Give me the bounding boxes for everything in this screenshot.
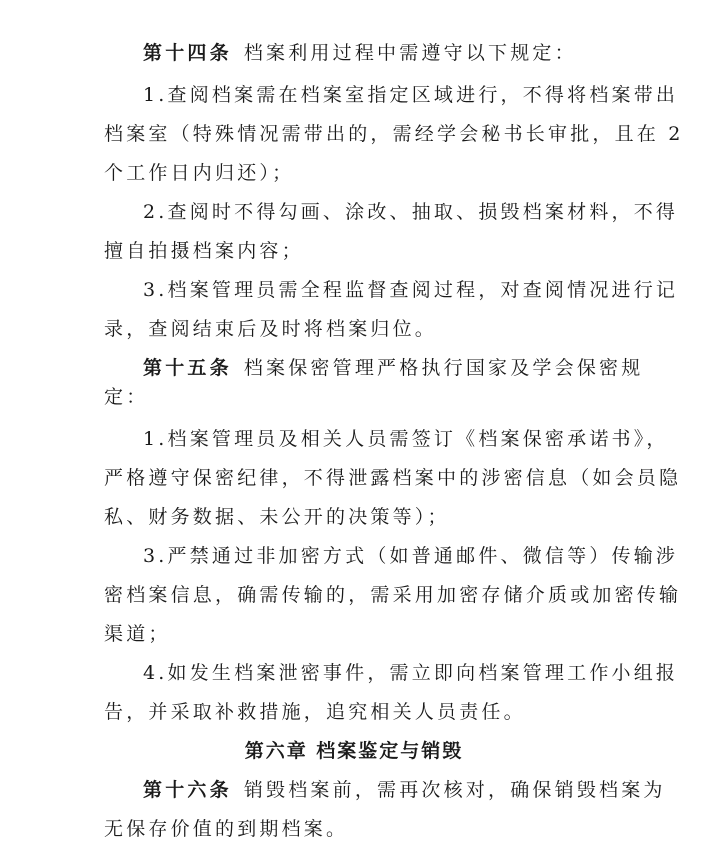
article-14-first-line	[143, 41, 604, 65]
article-16-heading: 第十六条	[143, 779, 232, 801]
article-15-heading: 第十五条	[143, 357, 232, 379]
article-15-item-1-line-3: 私、财务数据、未公开的决策等）；	[104, 506, 450, 528]
article-15-item-1-line-1: 1.档案管理员及相关人员需签订《档案保密承诺书》，	[143, 428, 669, 450]
article-14-item-1-line-2: 档案室（特殊情况需带出的，需经学会秘书长审批，且在 2	[104, 123, 684, 145]
chapter-6-title: 第六章 档案鉴定与销毁	[244, 740, 464, 762]
article-14-intro: 档案利用过程中需遵守以下规定：	[243, 42, 577, 64]
article-14-item-2-line-1: 2.查阅时不得勾画、涂改、抽取、损毁档案材料，不得	[143, 201, 679, 223]
article-15-item-3-line-1: 3.严禁通过非加密方式（如普通邮件、微信等）传输涉	[143, 545, 679, 567]
article-15-intro-line-1: 档案保密管理严格执行国家及学会保密规	[243, 357, 644, 379]
article-14-item-2-line-2: 擅自拍摄档案内容；	[104, 240, 304, 262]
article-14-item-1-line-3: 个工作日内归还）；	[104, 162, 295, 184]
article-14-heading: 第十四条	[143, 42, 232, 64]
article-14-item-3-line-2: 录，查阅结束后及时将档案归位。	[104, 318, 438, 340]
article-15-item-4-line-1: 4.如发生档案泄密事件，需立即向档案管理工作小组报	[143, 662, 679, 684]
article-16-first-line	[143, 778, 666, 802]
article-14-item-1-line-1: 1.查阅档案需在档案室指定区域进行，不得将档案带出	[143, 84, 679, 106]
article-15-item-1-line-2: 严格遵守保密纪律，不得泄露档案中的涉密信息（如会员隐	[104, 467, 682, 489]
article-15-item-3-line-2: 密档案信息，确需传输的，需采用加密存储介质或加密传输	[104, 584, 682, 606]
article-15-first-line	[143, 356, 644, 380]
article-15-item-4-line-2: 告，并采取补救措施，追究相关人员责任。	[104, 701, 526, 723]
article-16-line-2: 无保存价值的到期档案。	[104, 818, 349, 840]
article-15-item-3-line-3: 渠道；	[104, 623, 171, 645]
article-14-item-3-line-1: 3.档案管理员需全程监督查阅过程，对查阅情况进行记	[143, 279, 679, 301]
article-16-intro: 销毁档案前，需再次核对，确保销毁档案为	[243, 779, 666, 801]
article-15-intro-line-2: 定：	[104, 386, 149, 408]
